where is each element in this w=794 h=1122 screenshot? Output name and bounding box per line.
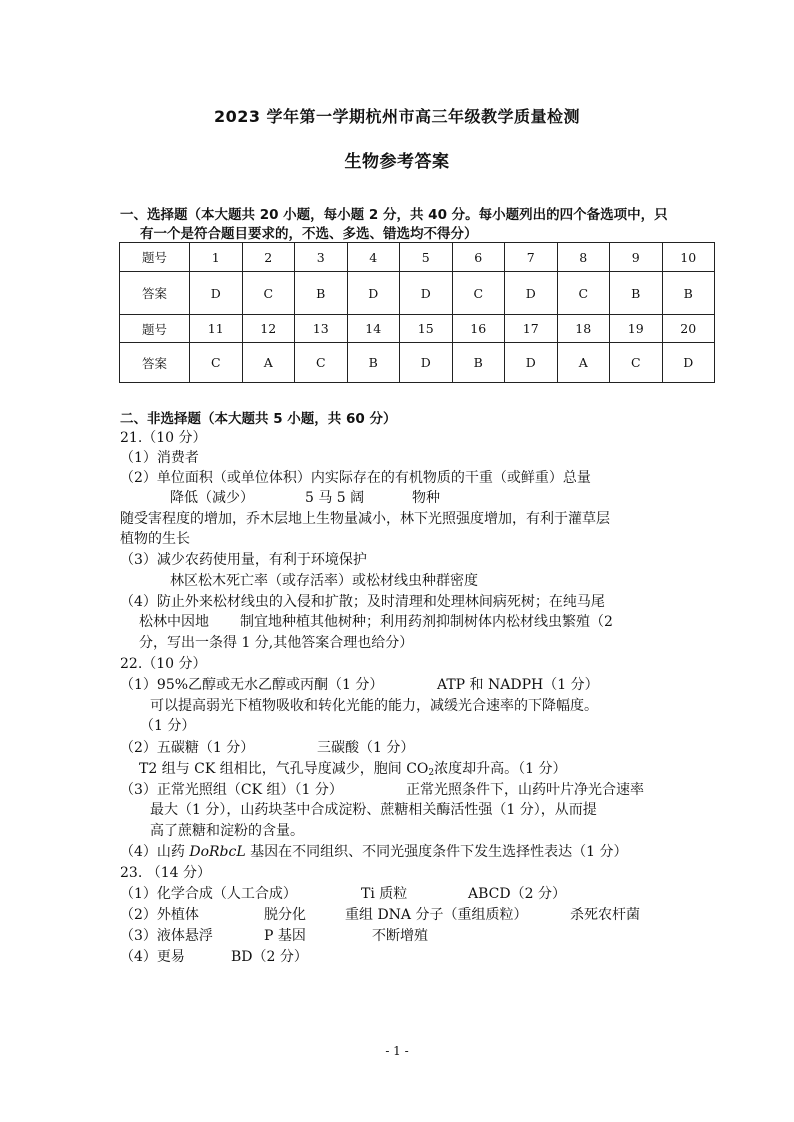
q23-heading: 23. （14 分）: [120, 865, 211, 881]
table-cell: 10: [662, 243, 715, 272]
table-row-numbers-1: [120, 243, 715, 272]
table-cell: 19: [610, 315, 663, 343]
q23-answer-3c: 不断增殖: [372, 928, 428, 944]
q23-answer-2a: （2）外植体: [120, 907, 199, 923]
document-title: 2023 学年第一学期杭州市高三年级教学质量检测: [213, 107, 581, 126]
section1-heading-line1: 一、选择题（本大题共 20 小题，每小题 2 分，共 40 分。每小题列出的四个备选项中，只: [120, 207, 668, 223]
table-cell: 4: [347, 243, 400, 272]
q22-answer-3d: 高了蔗糖和淀粉的含量。: [150, 823, 304, 839]
q22-answer-2c: [139, 760, 567, 782]
table-cell: B: [452, 343, 505, 383]
table-cell: D: [505, 272, 558, 315]
q21-answer-2d: 植物的生长: [120, 531, 190, 547]
table-cell: D: [400, 272, 453, 315]
table-cell: B: [295, 272, 348, 315]
q23-answer-2c: 重组 DNA 分子（重组质粒）: [345, 907, 528, 923]
q21-answer-1: （1）消费者: [120, 450, 199, 466]
q21-answer-4: （4）防止外来松材线虫的入侵和扩散；及时清理和处理林间病死树；在纯马尾: [120, 594, 605, 610]
table-cell: 18: [557, 315, 610, 343]
table-cell: 1: [190, 243, 243, 272]
q22-answer-4: [120, 843, 627, 861]
q22-answer-4-text: （4）山药: [120, 844, 190, 860]
table-cell: C: [295, 343, 348, 383]
table-cell: A: [242, 343, 295, 383]
table-cell: C: [610, 343, 663, 383]
section2-heading: 二、非选择题（本大题共 5 小题，共 60 分）: [120, 411, 397, 427]
q22-answer-2c-text-end: 浓度却升高。（1 分）: [434, 761, 567, 777]
table-cell: B: [662, 272, 715, 315]
q23-answer-1b: Ti 质粒: [361, 886, 408, 902]
q21-answer-4c: 分，写出一条得 1 分,其他答案合理也给分）: [139, 635, 414, 651]
q22-answer-2c-text: T2 组与 CK 组相比，气孔导度减少，胞间 CO: [139, 761, 429, 777]
table-cell: D: [505, 343, 558, 383]
table-cell: D: [347, 272, 400, 315]
q22-answer-4-text-end: 基因在不同组织、不同光强度条件下发生选择性表达（1 分）: [245, 844, 628, 860]
co2-subscript: 2: [428, 768, 435, 778]
table-row-answers-2: [120, 343, 715, 383]
table-header-cell: 题号: [120, 315, 190, 343]
q23-answer-2b: 脱分化: [264, 907, 306, 923]
table-cell: 8: [557, 243, 610, 272]
table-cell: 5: [400, 243, 453, 272]
q23-answer-2d: 杀死农杆菌: [570, 907, 640, 923]
table-cell: 7: [505, 243, 558, 272]
q23-answer-1a: （1）化学合成（人工合成）: [120, 886, 297, 902]
table-cell: 16: [452, 315, 505, 343]
table-header-cell: 题号: [120, 243, 190, 272]
table-cell: C: [557, 272, 610, 315]
q23-answer-1c: ABCD（2 分）: [468, 886, 566, 902]
table-cell: C: [190, 343, 243, 383]
table-row-numbers-2: [120, 315, 715, 343]
table-cell: A: [557, 343, 610, 383]
answer-table: [119, 242, 715, 383]
table-cell: 13: [295, 315, 348, 343]
table-cell: 11: [190, 315, 243, 343]
q22-answer-1d: （1 分）: [140, 718, 196, 734]
q21-heading: 21.（10 分）: [120, 430, 207, 446]
table-cell: 15: [400, 315, 453, 343]
q21-answer-2b-1: 降低（减少）: [170, 490, 254, 506]
q21-answer-2c: 随受害程度的增加，乔木层地上生物量减小，林下光照强度增加，有利于灌草层: [120, 511, 610, 527]
table-cell: 14: [347, 315, 400, 343]
q23-answer-3b: P 基因: [264, 928, 306, 944]
q22-answer-3b: 正常光照条件下，山药叶片净光合速率: [406, 782, 644, 798]
q23-answer-3a: （3）液体悬浮: [120, 928, 213, 944]
q22-answer-1b: ATP 和 NADPH（1 分）: [437, 677, 599, 693]
table-cell: D: [662, 343, 715, 383]
table-cell: 17: [505, 315, 558, 343]
q23-answer-4b: BD（2 分）: [231, 949, 308, 965]
q21-answer-4b-2: 制宜地种植其他树种；利用药剂抑制树体内松材线虫繁殖（2: [240, 614, 613, 630]
table-cell: C: [242, 272, 295, 315]
q21-answer-2b-3: 物种: [412, 490, 440, 506]
section1-heading-line2: 有一个是符合题目要求的，不选、多选、错选均不得分）: [140, 226, 478, 242]
table-cell: B: [610, 272, 663, 315]
q22-answer-3c: 最大（1 分），山药块茎中合成淀粉、蔗糖相关酶活性强（1 分），从而提: [150, 802, 597, 818]
table-cell: 2: [242, 243, 295, 272]
q21-answer-3: （3）减少农药使用量，有利于环境保护: [120, 552, 367, 568]
q22-answer-3a: （3）正常光照组（CK 组）（1 分）: [120, 782, 343, 798]
q23-answer-4a: （4）更易: [120, 949, 185, 965]
q22-answer-1c: 可以提高弱光下植物吸收和转化光能的能力，减缓光合速率的下降幅度。: [150, 698, 598, 714]
table-cell: 6: [452, 243, 505, 272]
table-header-cell: 答案: [120, 272, 190, 315]
q21-answer-2b-2: 5 马 5 阔: [305, 490, 365, 506]
q21-answer-2: （2）单位面积（或单位体积）内实际存在的有机物质的干重（或鲜重）总量: [120, 470, 591, 486]
page-number: - 1 -: [385, 1044, 409, 1058]
document-subtitle: 生物参考答案: [344, 152, 450, 172]
q22-answer-2b: 三碳酸（1 分）: [317, 740, 415, 756]
gene-name: DoRbcL: [189, 844, 246, 860]
table-cell: C: [452, 272, 505, 315]
q21-answer-4b-1: 松林中因地: [139, 614, 209, 630]
q22-heading: 22.（10 分）: [120, 656, 207, 672]
table-cell: 12: [242, 315, 295, 343]
table-row-answers-1: [120, 272, 715, 315]
table-cell: 9: [610, 243, 663, 272]
q22-answer-1a: （1）95%乙醇或无水乙醇或丙酮（1 分）: [120, 677, 384, 693]
q22-answer-2a: （2）五碳糖（1 分）: [120, 740, 255, 756]
table-cell: 3: [295, 243, 348, 272]
q21-answer-3b: 林区松木死亡率（或存活率）或松材线虫种群密度: [170, 573, 478, 589]
table-cell: B: [347, 343, 400, 383]
table-cell: D: [190, 272, 243, 315]
table-cell: 20: [662, 315, 715, 343]
table-cell: D: [400, 343, 453, 383]
table-header-cell: 答案: [120, 343, 190, 383]
